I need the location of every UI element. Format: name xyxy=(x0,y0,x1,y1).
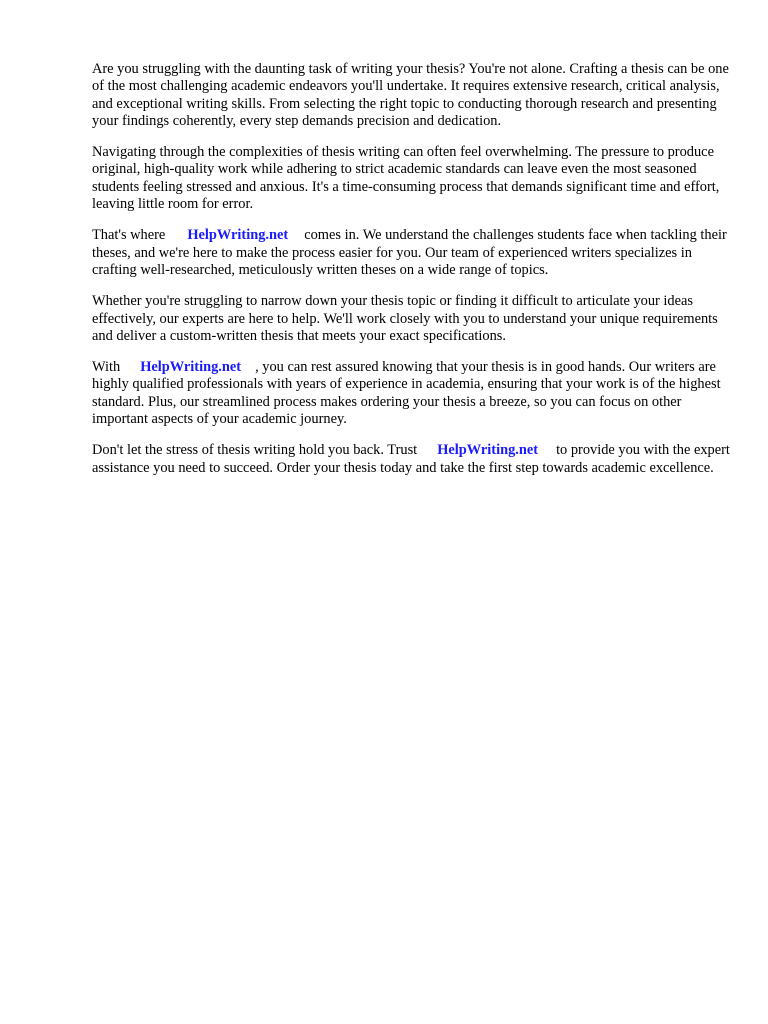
helpwriting-link-1[interactable]: HelpWriting.net xyxy=(187,227,289,244)
paragraph-experts-text: Whether you're struggling to narrow down your thesis topic or finding it difficult to articulate your ideas effectively, our experts are here to help. We'll work closely with you to understand your unique requirements and deliver a custom-written thesis that meets your exact specifications. xyxy=(92,293,718,344)
paragraph-intro xyxy=(92,61,732,130)
paragraph-service-intro-lead: That's where xyxy=(92,227,166,244)
paragraph-intro-text: Are you struggling with the daunting task of writing your thesis? You're not alone. Crafting a thesis can be one of the most challenging academic endeavors you'll undertake. It requires extensive research, critical analysis, and exceptional writing skills. From selecting the right topic to conducting thorough research and presenting your findings coherently, every step demands precision and dedication. xyxy=(92,61,729,129)
document-body xyxy=(92,61,732,491)
helpwriting-link-2[interactable]: HelpWriting.net xyxy=(140,359,242,376)
paragraph-call-to-action-rest: to provide you with the expert assistance you need to succeed. Order your thesis today and take the first step towards academic excellence. xyxy=(92,442,730,476)
paragraph-complexities-text: Navigating through the complexities of thesis writing can often feel overwhelming. The pressure to produce original, high-quality work while adhering to strict academic standards can leave even the most seasoned students feeling stressed and anxious. It's a time-consuming process that demands significant time and effort, leaving little room for error. xyxy=(92,144,720,213)
paragraph-call-to-action xyxy=(92,442,732,477)
paragraph-service-intro xyxy=(92,227,732,279)
paragraph-experts xyxy=(92,293,732,345)
paragraph-assurance-lead: With xyxy=(92,359,121,376)
paragraph-assurance-rest: , you can rest assured knowing that your thesis is in good hands. Our writers are highly qualified professionals with years of experience in academia, ensuring that your work is of the highest standard. Plus, our streamlined process makes ordering your thesis a breeze, so you can focus on other important aspects of your academic journey. xyxy=(92,359,721,428)
paragraph-assurance xyxy=(92,359,732,428)
paragraph-service-intro-rest: comes in. We understand the challenges students face when tackling their theses, and we're here to make the process easier for you. Our team of experienced writers specializes in crafting well-researched, meticulously written theses on a wide range of topics. xyxy=(92,227,727,278)
paragraph-call-to-action-lead: Don't let the stress of thesis writing hold you back. Trust xyxy=(92,442,418,459)
paragraph-complexities xyxy=(92,144,732,213)
helpwriting-link-3[interactable]: HelpWriting.net xyxy=(437,442,539,459)
